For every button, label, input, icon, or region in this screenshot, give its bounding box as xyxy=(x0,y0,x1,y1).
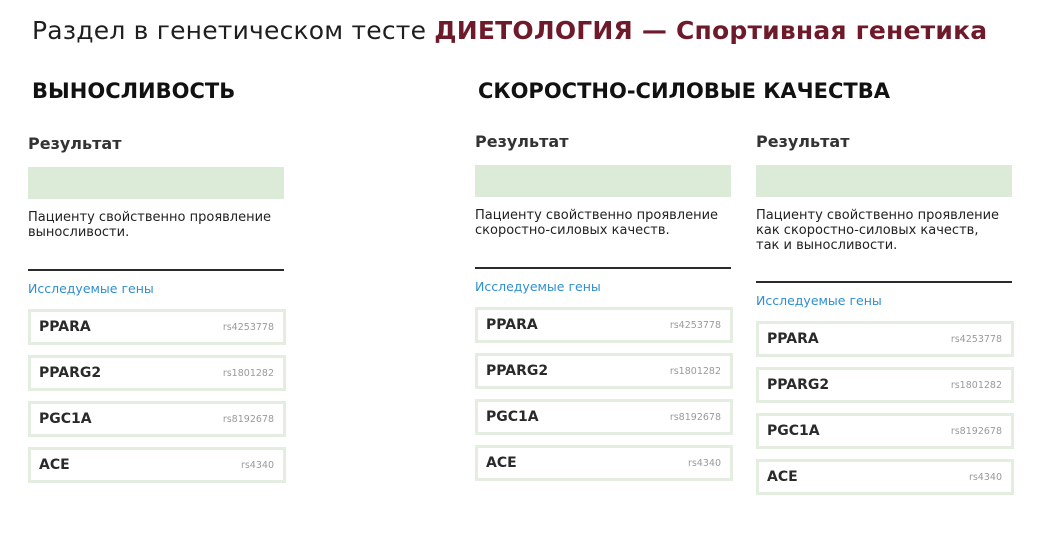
gene-name: PPARA xyxy=(486,317,538,333)
gene-rs: rs8192678 xyxy=(222,413,274,425)
gene-rs: rs1801282 xyxy=(950,379,1002,391)
gene-rs: rs4253778 xyxy=(669,319,721,331)
gene-card-pparg2 xyxy=(756,367,1014,403)
genes-label: Исследуемые гены xyxy=(756,293,882,308)
result-text xyxy=(28,210,284,240)
gene-list xyxy=(475,307,731,481)
gene-name: ACE xyxy=(767,469,798,485)
gene-name: PPARA xyxy=(767,331,819,347)
gene-rs: rs8192678 xyxy=(950,425,1002,437)
divider xyxy=(28,269,284,271)
result-text xyxy=(756,208,1012,253)
gene-name: PGC1A xyxy=(39,411,92,427)
gene-rs: rs1801282 xyxy=(222,367,274,379)
gene-card-ace xyxy=(28,447,286,483)
result-text-line: Пациенту свойственно проявление xyxy=(28,210,272,225)
gene-rs: rs1801282 xyxy=(669,365,721,377)
gene-rs: rs4340 xyxy=(240,459,274,471)
result-text-line: Пациенту свойственно проявление xyxy=(475,208,719,223)
result-label: Результат xyxy=(475,132,569,151)
page-title-accent: ДИЕТОЛОГИЯ — Спортивная генетика xyxy=(434,16,988,45)
gene-list xyxy=(28,309,284,483)
gene-name: PGC1A xyxy=(486,409,539,425)
gene-name: PPARA xyxy=(39,319,91,335)
gene-list xyxy=(756,321,1012,495)
gene-rs: rs8192678 xyxy=(669,411,721,423)
gene-name: PPARG2 xyxy=(486,363,549,379)
gene-rs: rs4253778 xyxy=(222,321,274,333)
result-text-line: как скоростно-силовых качеств, xyxy=(756,223,979,238)
result-label: Результат xyxy=(28,134,122,153)
gene-card-pgc1a xyxy=(475,399,733,435)
gene-card-ppara xyxy=(756,321,1014,357)
result-panel-combined xyxy=(756,132,1012,505)
gene-rs: rs4253778 xyxy=(950,333,1002,345)
genes-label: Исследуемые гены xyxy=(475,279,601,294)
gene-name: PPARG2 xyxy=(767,377,830,393)
gene-name: PPARG2 xyxy=(39,365,102,381)
result-text-line: так и выносливости. xyxy=(756,238,898,253)
gene-rs: rs4340 xyxy=(687,457,721,469)
result-text xyxy=(475,208,731,238)
result-text-line: скоростно-силовых качеств. xyxy=(475,223,670,238)
section-title-power: СКОРОСТНО-СИЛОВЫЕ КАЧЕСТВА xyxy=(478,79,890,103)
page-title-prefix: Раздел в генетическом тесте xyxy=(32,16,435,45)
result-bar xyxy=(28,167,284,199)
gene-card-ppara xyxy=(28,309,286,345)
result-bar xyxy=(475,165,731,197)
result-text-line: выносливости. xyxy=(28,225,130,240)
gene-card-pparg2 xyxy=(475,353,733,389)
result-panel-power xyxy=(475,132,731,491)
result-bar xyxy=(756,165,1012,197)
divider xyxy=(475,267,731,269)
gene-card-ace xyxy=(475,445,733,481)
page-title xyxy=(32,16,987,45)
gene-rs: rs4340 xyxy=(968,471,1002,483)
gene-card-ppara xyxy=(475,307,733,343)
gene-name: ACE xyxy=(39,457,70,473)
gene-name: ACE xyxy=(486,455,517,471)
gene-card-ace xyxy=(756,459,1014,495)
gene-card-pgc1a xyxy=(756,413,1014,449)
gene-name: PGC1A xyxy=(767,423,820,439)
gene-card-pparg2 xyxy=(28,355,286,391)
result-panel-endurance xyxy=(28,134,284,493)
genes-label: Исследуемые гены xyxy=(28,281,154,296)
result-text-line: Пациенту свойственно проявление xyxy=(756,208,1000,223)
result-label: Результат xyxy=(756,132,850,151)
gene-card-pgc1a xyxy=(28,401,286,437)
divider xyxy=(756,281,1012,283)
section-title-endurance: ВЫНОСЛИВОСТЬ xyxy=(32,79,236,103)
